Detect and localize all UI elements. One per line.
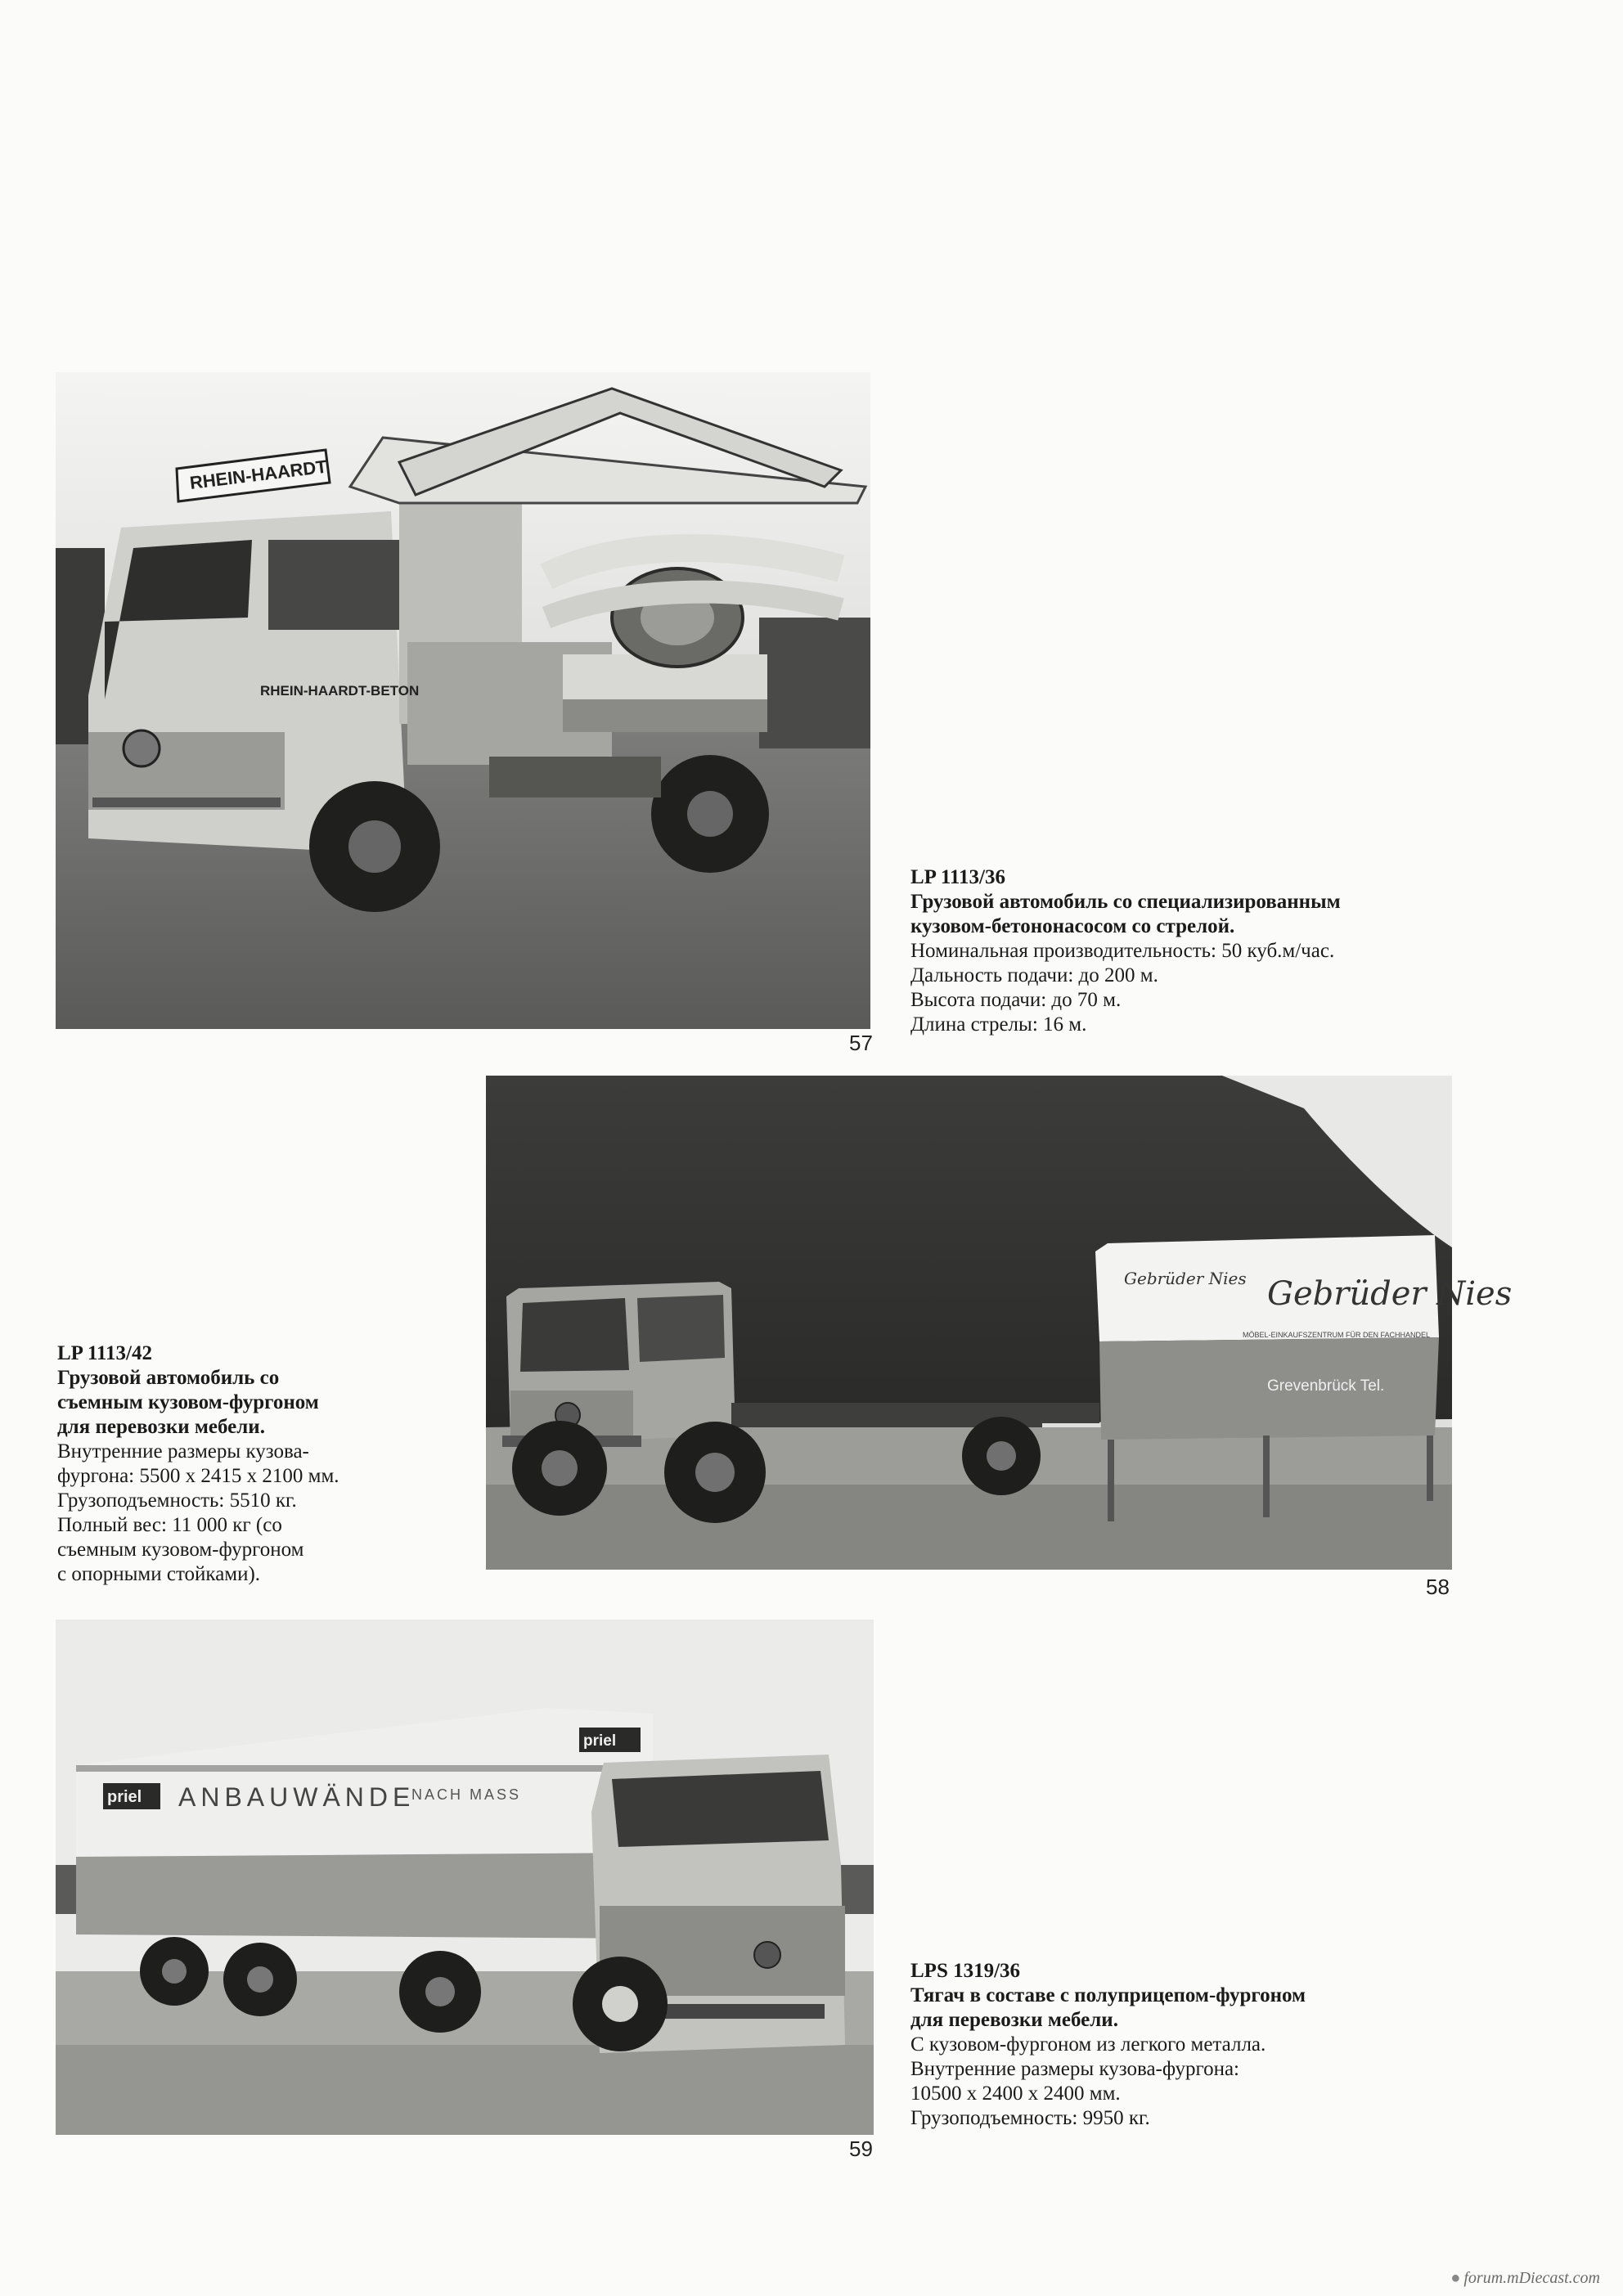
caption-59-spec-line: Грузоподъемность: 9950 кг. (910, 2107, 1150, 2129)
caption-59-spec-line: Внутренние размеры кузова-фургона: (910, 2058, 1239, 2080)
sign-anbauwande: ANBAUWÄNDE (178, 1782, 416, 1812)
sign-grevenbruck: Grevenbrück Tel. (1267, 1377, 1385, 1395)
caption-59-spec-line: 10500 x 2400 x 2400 мм. (910, 2083, 1121, 2105)
caption-58-title-line: Грузовой автомобиль со (57, 1367, 280, 1389)
sign-mobel-einkaufszentrum: MÖBEL-EINKAUFSZENTRUM FÜR DEN FACHHANDEL (1243, 1331, 1431, 1339)
caption-57-title-line: кузовом-бетононасосом со стрелой. (910, 915, 1235, 937)
caption-58-spec-line: съемным кузовом-фургоном (57, 1539, 304, 1561)
photo-58-illustration (486, 1076, 1513, 1570)
car-logo-icon: ● (1450, 2269, 1461, 2287)
caption-59 (910, 1959, 1589, 2131)
sign-nach-mass: NACH MASS (411, 1786, 522, 1803)
caption-58-spec-line: Грузоподъемность: 5510 кг. (57, 1489, 297, 1512)
sign-priel-side: priel (107, 1788, 142, 1806)
caption-57-spec-line: Высота подачи: до 70 м. (910, 989, 1122, 1011)
photo-57-concrete-pump-truck (56, 372, 870, 1029)
caption-58-title-line: съемным кузовом-фургоном (57, 1391, 319, 1413)
caption-57 (910, 865, 1589, 1037)
sign-gebruder-nies-large: Gebrüder Nies (1267, 1275, 1513, 1313)
caption-58-spec-line: фургона: 5500 x 2415 x 2100 мм. (57, 1465, 339, 1487)
caption-59-title-line: для перевозки мебели. (910, 2009, 1118, 2031)
caption-57-spec-line: Длина стрелы: 16 м. (910, 1013, 1087, 1036)
figure-number-58: 58 (1426, 1575, 1450, 1599)
caption-58-spec-line: Полный вес: 11 000 кг (со (57, 1514, 282, 1536)
photo-57-illustration (56, 372, 870, 1029)
photo-59-tractor-with-semitrailer (56, 1620, 874, 2135)
caption-57-title-line: Грузовой автомобиль со специализированным (910, 891, 1341, 913)
watermark-text: forum.mDiecast.com (1463, 2269, 1600, 2287)
caption-58-title-line: для перевозки мебели. (57, 1416, 265, 1438)
caption-58-spec-line: с опорными стойками). (57, 1563, 261, 1585)
caption-57-model-code: LP 1113/36 (910, 866, 1006, 888)
caption-59-title-line: Тягач в составе с полуприцепом-фургоном (910, 1984, 1306, 2006)
caption-57-spec-line: Дальность подачи: до 200 м. (910, 964, 1158, 986)
watermark (1450, 2269, 1600, 2288)
caption-59-spec-line: С кузовом-фургоном из легкого металла. (910, 2033, 1266, 2056)
photo-59-illustration (56, 1620, 874, 2135)
sign-rhein-haardt-beton: RHEIN-HAARDT-BETON (260, 683, 420, 699)
caption-59-model-code: LPS 1319/36 (910, 1960, 1021, 1982)
caption-58-model-code: LP 1113/42 (57, 1342, 153, 1364)
photo-58-truck-with-demountable-body (486, 1076, 1513, 1570)
sign-rhein-haardt: RHEIN-HAARDT (188, 456, 329, 493)
figure-number-57: 57 (849, 1031, 873, 1055)
caption-58 (57, 1341, 466, 1587)
sign-gebruder-nies-small: Gebrüder Nies (1124, 1269, 1247, 1288)
figure-number-59: 59 (849, 2136, 873, 2161)
caption-58-spec-line: Внутренние размеры кузова- (57, 1440, 309, 1463)
sign-priel-front: priel (583, 1732, 617, 1750)
caption-57-spec-line: Номинальная производительность: 50 куб.м/час. (910, 940, 1335, 962)
